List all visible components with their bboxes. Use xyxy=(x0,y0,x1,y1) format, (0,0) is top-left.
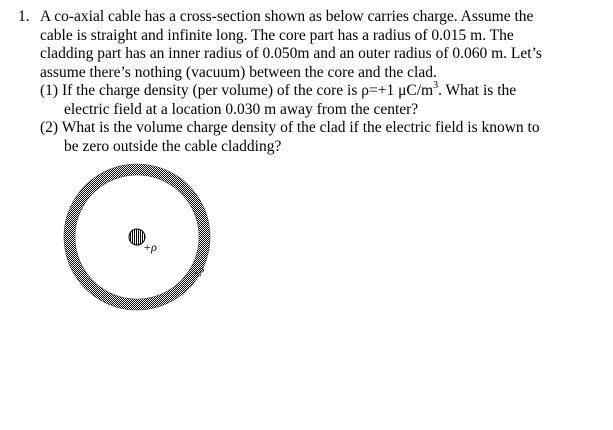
question-1-label: (1) xyxy=(40,82,59,99)
intro-line-2: cable is straight and infinite long. The core part has a radius of 0.015 m. The xyxy=(40,26,514,44)
problem-number: 1. xyxy=(18,8,30,25)
question-1-line-2: electric field at a location 0.030 m away from the center? xyxy=(64,100,419,118)
question-1-text-a: If the charge density (per volume) of the core is ρ=+1 μC/m xyxy=(61,82,434,99)
intro-line-4: assume there’s nothing (vacuum) between the core and the clad. xyxy=(40,63,437,81)
question-2-text: What is the volume charge density of the clad if the electric field is known to xyxy=(61,119,540,136)
intro-line-3: cladding part has an inner radius of 0.050m and an outer radius of 0.060 m. Let’s xyxy=(40,45,542,62)
cross-section-svg xyxy=(58,163,228,313)
question-2-label: (2) xyxy=(40,119,59,136)
question-1-text-b: . What is the xyxy=(438,82,517,99)
question-1-line-1 xyxy=(40,79,517,100)
intro-line-1: A co-axial cable has a cross-section shown as below carries charge. Assume the xyxy=(40,8,534,25)
coaxial-cable-diagram xyxy=(58,163,228,313)
question-2-line-1 xyxy=(40,119,540,137)
clad-charge-label: -? xyxy=(194,265,204,279)
question-1-exponent: 3 xyxy=(433,79,439,91)
question-2-line-2: be zero outside the cable cladding? xyxy=(64,137,282,155)
core-charge-label: +ρ xyxy=(143,240,157,254)
